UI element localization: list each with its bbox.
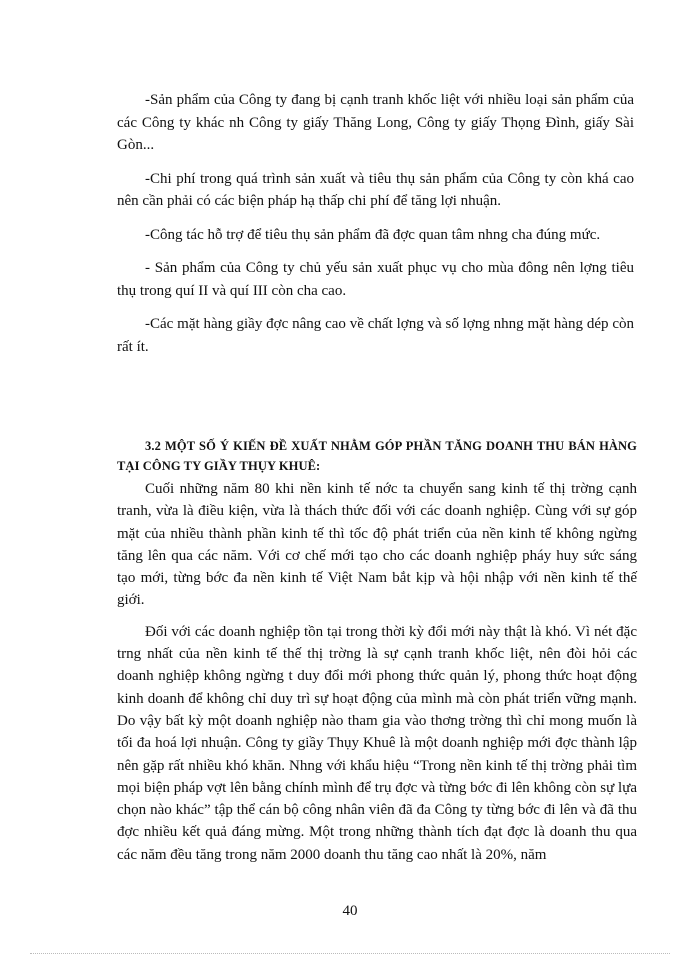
footer-divider — [30, 953, 670, 954]
list-item: -Các mặt hàng giầy đợc nâng cao về chất lợng và số lợng nhng mặt hàng dép còn rất ít. — [117, 316, 634, 355]
page-number: 40 — [342, 903, 358, 919]
list-item: -Chi phí trong quá trình sản xuất và tiêu thụ sản phẩm của Công ty còn khá cao nên cần phải có các biện pháp hạ thấp chi phí để tăng lợi nhuận. — [117, 170, 634, 209]
section-heading: 3.2 MỘT SỐ Ý KIẾN ĐỀ XUẤT NHẰM GÓP PHẦN TĂNG DOANH THU BÁN HÀNG TẠI CÔNG TY GIẦY THỤY KHUÊ: — [117, 439, 637, 473]
weakness-list — [117, 89, 634, 369]
list-item: -Sản phẩm của Công ty đang bị cạnh tranh khốc liệt với nhiều loại sản phẩm của các Công ty khác nh Công ty giấy Thăng Long, Công ty giấy Thọng Đình, giấy Sài Gòn... — [117, 92, 634, 153]
list-item: -Công tác hỗ trợ để tiêu thụ sản phẩm đã đợc quan tâm nhng cha đúng mức. — [145, 226, 601, 243]
body-paragraph: Cuối những năm 80 khi nền kinh tế nớc ta chuyển sang kinh tế thị trờng cạnh tranh, vừa là điều kiện, vừa là thách thức đối với các doanh nghiệp. Cùng với sự góp mặt của nhiều thành phần kinh tế thì tốc độ phát triển của nền kinh tế không ngừng tăng lên qua các năm. Với cơ chế mới tạo cho các doanh nghiệp pháy huy sức sáng tạo mới, từng bớc đa nền kinh tế Việt Nam bắt kịp và hội nhập với nền kinh tế thế giới. — [117, 481, 637, 609]
list-item: - Sản phẩm của Công ty chủ yếu sản xuất phục vụ cho mùa đông nên lợng tiêu thụ trong quí II và quí III còn cha cao. — [117, 260, 634, 299]
section-body — [117, 478, 637, 875]
body-paragraph: Đối với các doanh nghiệp tồn tại trong thời kỳ đổi mới này thật là khó. Vì nét đặc trng nhất của nền kinh tế thế thị trờng là sự cạnh tranh khốc liệt, nên đòi hỏi các doanh nghiệp không ngừng t duy đổi mới phong thức quản lý, phong thức hoạt động kinh doanh để không chỉ duy trì sự hoạt động của mình mà còn phát triển vững mạnh. Do vậy bất kỳ một doanh nghiệp nào tham gia vào thơng trờng thì chỉ mong muốn là tối đa hoá lợi nhuận. Công ty giầy Thụy Khuê là một doanh nghiệp mới đợc thành lập nên gặp rất nhiều khó khăn. Nhng với khẩu hiệu “Trong nền kinh tế thị trờng phải tìm mọi biện pháp vợt lên bằng chính mình để trụ đợc và từng bớc đi lên không còn sự lựa chọn nào khác” tập thể cán bộ công nhân viên đã đa Công ty từng bớc đi lên và đã thu đợc nhiều kết quả đáng mừng. Một trong những thành tích đạt đợc là doanh thu qua các năm đều tăng trong năm 2000 doanh thu tăng cao nhất là 20%, năm — [117, 623, 637, 863]
